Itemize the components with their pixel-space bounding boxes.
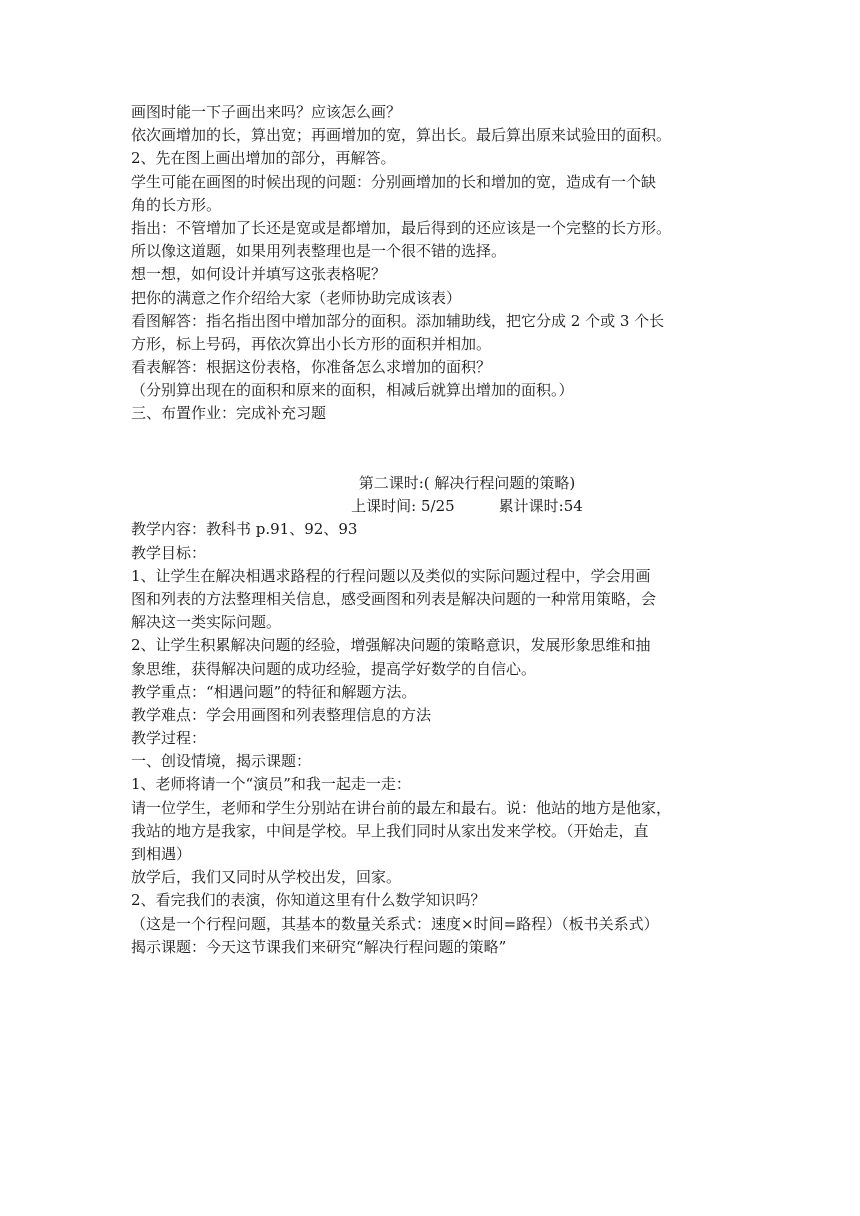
text-line: 教学重点：“相遇问题”的特征和解题方法。 [131,682,417,701]
text-line: 教学内容：教科书 p.91、92、93 [131,520,358,539]
text-line: 方形，标上号码，再依次算出小长方形的面积并相加。 [131,334,492,353]
text-line: 揭示课题：今天这节课我们来研究“解决行程问题的策略” [131,937,507,956]
cumulative-count: 累计课时:54 [498,497,583,516]
text-line: 2、看完我们的表演，你知道这里有什么数学知识吗？ [131,891,486,910]
text-line: 教学难点：学会用画图和列表整理信息的方法 [131,705,432,724]
document-page [131,101,743,959]
text-line: 2、先在图上画出增加的部分，再解答。 [131,149,396,168]
text-line: 一、创设情境，揭示课题： [131,752,312,771]
text-line: 放学后，我们又同时从学校出发，回家。 [131,868,402,887]
text-line: 1、让学生在解决相遇求路程的行程问题以及类似的实际问题过程中，学会用画 [131,566,651,585]
text-line: 我站的地方是我家，中间是学校。早上我们同时从家出发来学校。（开始走，直 [131,821,649,840]
section-part1 [131,101,743,426]
class-time: 上课时间: 5/25 [351,497,455,516]
text-line: （分别算出现在的面积和原来的面积，相减后就算出增加的面积。） [131,381,574,400]
text-line: （这是一个行程问题，其基本的数量关系式：速度×时间=路程）（板书关系式） [131,914,659,933]
text-line: 到相遇） [131,845,192,864]
text-line: 看图解答：指名指出图中增加部分的面积。添加辅助线，把它分成 2 个或 3 个长 [131,311,665,330]
text-line: 看表解答：根据这份表格，你准备怎么求增加的面积？ [131,358,492,377]
text-line: 图和列表的方法整理相关信息，感受画图和列表是解决问题的一种常用策略，会 [131,589,657,608]
text-line: 想一想，如何设计并填写这张表格呢？ [131,265,387,284]
text-line: 指出：不管增加了长还是宽或是都增加，最后得到的还应该是一个完整的长方形。 [131,218,672,237]
section-part2 [131,518,743,959]
blank-spacer [131,426,743,472]
text-line: 1、老师将请一个“演员”和我一起走一走： [131,775,411,794]
text-line: 2、让学生积累解决问题的经验，增强解决问题的策略意识，发展形象思维和抽 [131,636,651,655]
text-line: 角的长方形。 [131,195,222,214]
text-line: 把你的满意之作介绍给大家（老师协助完成该表） [131,288,462,307]
text-line: 画图时能一下子画出来吗？应该怎么画？ [131,103,402,121]
text-line: 象思维，获得解决问题的成功经验，提高学好数学的自信心。 [131,659,537,678]
lesson-title: 第二课时:( 解决行程问题的策略) [358,474,576,493]
text-line: 学生可能在画图的时候出现的问题：分别画增加的长和增加的宽，造成有一个缺 [131,172,657,191]
text-line: 解决这一类实际问题。 [131,613,282,632]
lesson-meta [131,495,743,518]
text-line: 三、布置作业：完成补充习题 [131,404,327,423]
lesson-header [131,472,743,518]
text-line: 所以像这道题，如果用列表整理也是一个很不错的选择。 [131,242,507,261]
text-line: 教学目标： [131,543,207,562]
text-line: 请一位学生，老师和学生分别站在讲台前的最左和最右。说：他站的地方是他家， [131,798,672,817]
text-line: 教学过程： [131,729,207,748]
text-line: 依次画增加的长，算出宽；再画增加的宽，算出长。最后算出原来试验田的面积。 [131,126,672,145]
